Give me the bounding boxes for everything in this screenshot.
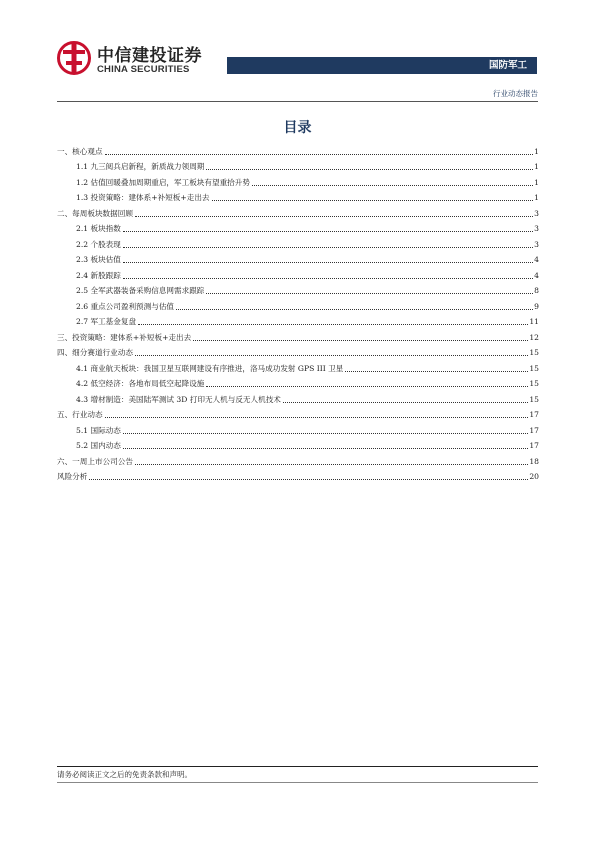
- toc-page-number: 11: [529, 317, 539, 326]
- toc-page-number: 15: [529, 363, 539, 373]
- toc-entry-title: 风险分析: [57, 472, 88, 481]
- toc-page-number: 1: [534, 146, 539, 156]
- toc-dot-leader: [176, 309, 533, 310]
- toc-entry[interactable]: [57, 451, 539, 467]
- toc-dot-leader: [193, 340, 528, 341]
- toc-dot-leader: [206, 293, 533, 294]
- toc-entry[interactable]: [57, 157, 539, 173]
- toc-entry[interactable]: [57, 389, 539, 405]
- footer-disclaimer: 请务必阅读正文之后的免责条款和声明。: [57, 770, 192, 779]
- toc-dot-leader: [105, 417, 529, 418]
- toc-page-number: 8: [534, 286, 539, 295]
- toc-page-number: 3: [534, 208, 539, 218]
- toc-entry[interactable]: [57, 219, 539, 235]
- toc-entry-title: 2.5 全军武器装备采购信息网需求跟踪: [76, 286, 205, 295]
- toc-entry[interactable]: [57, 343, 539, 359]
- toc-dot-leader: [135, 216, 533, 217]
- toc-entry-title: 六、一周上市公司公告: [57, 456, 133, 466]
- toc-entry[interactable]: [57, 358, 539, 374]
- toc-dot-leader: [123, 247, 533, 248]
- header-divider: [57, 101, 538, 102]
- logo-name-en: CHINA SECURITIES: [97, 64, 190, 75]
- toc-page-number: 17: [529, 425, 539, 435]
- toc-entry-title: 5.1 国际动态: [76, 425, 121, 435]
- toc-entry[interactable]: [57, 405, 539, 421]
- toc-entry[interactable]: [57, 234, 539, 250]
- toc-dot-leader: [138, 324, 528, 325]
- toc-dot-leader: [89, 479, 528, 480]
- toc-entry-title: 五、行业动态: [57, 410, 103, 419]
- toc-entry[interactable]: [57, 312, 539, 328]
- toc-entry-title: 2.6 重点公司盈利预测与估值: [76, 301, 175, 311]
- toc-page-number: 4: [534, 270, 539, 280]
- toc-page-number: 4: [534, 255, 539, 264]
- toc-page-number: 20: [529, 472, 539, 481]
- footer-divider: [57, 766, 538, 767]
- company-logo: [57, 41, 217, 79]
- table-of-contents: [57, 141, 539, 482]
- toc-page-number: 9: [534, 301, 539, 311]
- toc-entry-title: 四、细分赛道行业动态: [57, 348, 133, 357]
- toc-page-number: 1: [534, 193, 539, 202]
- toc-dot-leader: [206, 386, 528, 387]
- toc-entry-title: 2.4 新股跟踪: [76, 270, 121, 280]
- toc-entry[interactable]: [57, 467, 539, 483]
- toc-dot-leader: [123, 231, 533, 232]
- toc-entry[interactable]: [57, 281, 539, 297]
- toc-dot-leader: [123, 433, 528, 434]
- toc-entry-title: 2.7 军工基金复盘: [76, 317, 137, 326]
- toc-entry-title: 1.3 投资策略：建体系+补短板+走出去: [76, 193, 210, 202]
- toc-entry[interactable]: [57, 141, 539, 157]
- toc-page-number: 17: [529, 410, 539, 419]
- report-type-label: 行业动态报告: [493, 89, 538, 98]
- toc-entry[interactable]: [57, 436, 539, 452]
- toc-entry-title: 4.1 商业航天板块：我国卫星互联网建设有序推进，洛马成功发射 GPS III 卫星: [76, 363, 344, 373]
- toc-page-number: 12: [529, 332, 539, 342]
- toc-entry-title: 4.3 增材制造：美国陆军测试 3D 打印无人机与反无人机技术: [76, 394, 281, 404]
- toc-page-number: 18: [529, 456, 539, 466]
- toc-dot-leader: [283, 402, 528, 403]
- toc-dot-leader: [135, 464, 528, 465]
- toc-page-number: 15: [529, 394, 539, 404]
- toc-entry-title: 1.2 估值回暖叠加周期重启，军工板块有望重拾升势: [76, 177, 250, 187]
- toc-entry-title: 2.1 板块指数: [76, 224, 121, 233]
- toc-entry[interactable]: [57, 296, 539, 312]
- toc-entry[interactable]: [57, 172, 539, 188]
- toc-entry-title: 2.2 个股表现: [76, 239, 121, 249]
- footer-divider-bottom: [57, 782, 538, 783]
- toc-entry[interactable]: [57, 420, 539, 436]
- toc-entry[interactable]: [57, 188, 539, 204]
- toc-entry[interactable]: [57, 250, 539, 266]
- toc-dot-leader: [123, 262, 533, 263]
- toc-title: 目录: [283, 120, 312, 136]
- toc-entry-title: 5.2 国内动态: [76, 441, 121, 450]
- sector-label: 国防军工: [488, 60, 527, 71]
- toc-entry-title: 2.3 板块估值: [76, 255, 121, 264]
- toc-entry[interactable]: [57, 374, 539, 390]
- toc-dot-leader: [105, 154, 534, 155]
- toc-entry-title: 二、每周板块数据回顾: [57, 208, 133, 218]
- toc-page-number: 17: [529, 441, 539, 450]
- toc-dot-leader: [135, 355, 528, 356]
- citic-logo-icon: [57, 41, 91, 75]
- toc-dot-leader: [345, 371, 528, 372]
- toc-page-number: 1: [534, 162, 539, 171]
- toc-page-number: 15: [529, 348, 539, 357]
- toc-page-number: 3: [534, 239, 539, 249]
- sector-header-bar: [227, 57, 537, 74]
- toc-page-number: 15: [529, 379, 539, 388]
- toc-entry[interactable]: [57, 265, 539, 281]
- toc-entry[interactable]: [57, 203, 539, 219]
- toc-page-number: 1: [534, 177, 539, 187]
- toc-dot-leader: [123, 278, 533, 279]
- toc-dot-leader: [206, 169, 533, 170]
- toc-entry-title: 4.2 低空经济：各地布局低空起降设施: [76, 379, 205, 388]
- toc-entry-title: 一、核心观点: [57, 146, 103, 156]
- toc-entry-title: 三、投资策略：建体系+补短板+走出去: [57, 332, 192, 342]
- logo-name-cn: 中信建投证券: [97, 46, 202, 66]
- toc-dot-leader: [212, 200, 534, 201]
- toc-page-number: 3: [534, 224, 539, 233]
- toc-dot-leader: [252, 185, 533, 186]
- toc-entry-title: 1.1 九三阅兵启新程，新质战力领周期: [76, 162, 205, 171]
- toc-entry[interactable]: [57, 327, 539, 343]
- toc-dot-leader: [123, 448, 528, 449]
